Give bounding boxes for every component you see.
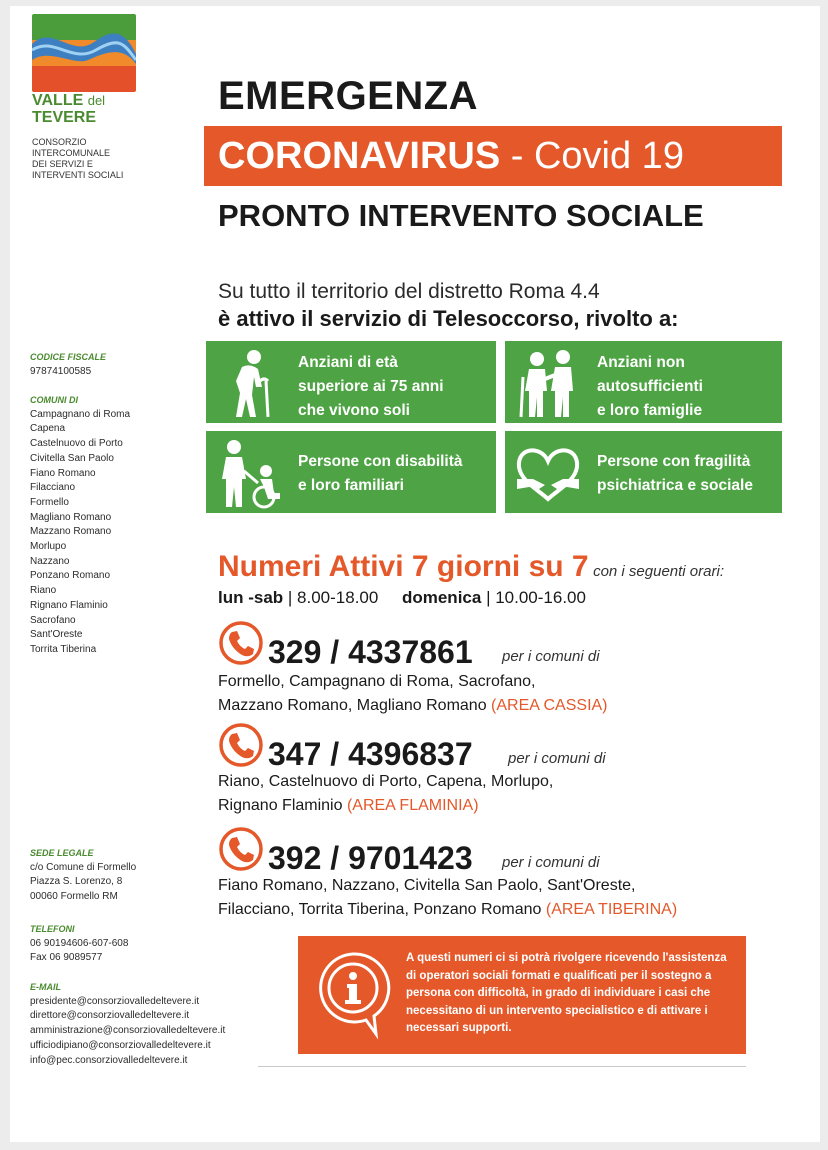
comune-item: Ponzano Romano bbox=[30, 570, 111, 582]
info-text: A questi numeri ci si potrà rivolgere ricevendo l'assistenza di operatori sociali formati e qualificati per il sostegno a persona con difficoltà, in grado di individuare i casi che necessitano di un intervento specialistico e di attivare i necessari supporti. bbox=[406, 952, 727, 1034]
target-line: e loro familiari bbox=[298, 477, 404, 494]
target-box-elderly-alone bbox=[206, 341, 496, 423]
emergenza-heading: EMERGENZA bbox=[218, 74, 479, 118]
target-box-elderly-dependent bbox=[505, 341, 782, 423]
sede-line: 00060 Formello RM bbox=[30, 891, 118, 903]
email-list bbox=[30, 995, 226, 1069]
info-icon bbox=[314, 950, 392, 1040]
comune-item: Civitella San Paolo bbox=[30, 452, 114, 464]
comune-item: Morlupo bbox=[30, 541, 67, 553]
email-link[interactable]: amministrazione@consorziovalledeltevere.it bbox=[30, 1025, 226, 1037]
towns-line: Filacciano, Torrita Tiberina, Ponzano Romano bbox=[218, 901, 546, 918]
phone-number[interactable]: 329 / 4337861 bbox=[268, 634, 473, 670]
phone-note: per i comuni di bbox=[508, 750, 606, 767]
target-line: autosufficienti bbox=[597, 378, 703, 395]
area-label: (AREA TIBERINA) bbox=[545, 901, 678, 918]
comune-item: Nazzano bbox=[30, 555, 70, 567]
email-block bbox=[30, 980, 226, 1068]
towns-line: Mazzano Romano, Magliano Romano bbox=[218, 697, 492, 714]
pronto-intervento-heading: PRONTO INTERVENTO SOCIALE bbox=[218, 198, 704, 233]
intro-line-1: Su tutto il territorio del distretto Roma 4.4 bbox=[218, 280, 600, 303]
area-label: (AREA CASSIA) bbox=[491, 697, 608, 714]
target-line: Anziani di età bbox=[298, 354, 398, 371]
coronavirus-banner bbox=[204, 126, 782, 186]
codice-fiscale-value: 97874100585 bbox=[30, 365, 92, 377]
target-box-psychiatric bbox=[505, 431, 782, 513]
email-link[interactable]: presidente@consorziovalledeltevere.it bbox=[30, 995, 200, 1007]
phone-number[interactable]: 347 / 4396837 bbox=[268, 736, 473, 772]
towns-line: Rignano Flaminio bbox=[218, 797, 347, 814]
target-line: psichiatrica e sociale bbox=[597, 477, 753, 494]
target-line: e loro famiglie bbox=[597, 402, 703, 419]
weekday-hours: | 8.00-18.00 bbox=[287, 588, 379, 607]
target-line: Persone con disabilità bbox=[298, 453, 463, 470]
codice-fiscale-label: CODICE FISCALE bbox=[30, 352, 107, 362]
comuni-block bbox=[30, 393, 220, 658]
phone-note: per i comuni di bbox=[502, 648, 600, 665]
target-line: che vivono soli bbox=[298, 402, 410, 419]
phone-icon bbox=[218, 620, 264, 666]
comune-item: Filacciano bbox=[30, 482, 76, 494]
info-box bbox=[298, 936, 746, 1054]
target-line: Anziani non bbox=[597, 354, 685, 371]
sede-line: Piazza S. Lorenzo, 8 bbox=[30, 876, 123, 888]
area-label: (AREA FLAMINIA) bbox=[346, 797, 479, 814]
comune-item: Riano bbox=[30, 585, 57, 597]
phone-towns bbox=[218, 670, 608, 718]
telefoni-label: TELEFONI bbox=[30, 924, 75, 934]
intro-line-2: è attivo il servizio di Telesoccorso, rivolto a: bbox=[218, 306, 679, 331]
email-link[interactable]: ufficiodipiano@consorziovalledeltevere.it bbox=[30, 1039, 211, 1051]
towns-line: Fiano Romano, Nazzano, Civitella San Paolo, Sant'Oreste, bbox=[218, 877, 636, 894]
phone-icon bbox=[218, 826, 264, 872]
comune-item: Campagnano di Roma bbox=[30, 408, 131, 420]
numbers-title-note: con i seguenti orari: bbox=[593, 563, 724, 580]
phone-number[interactable]: 392 / 9701423 bbox=[268, 840, 473, 876]
target-line: superiore ai 75 anni bbox=[298, 378, 444, 395]
sede-legale-label: SEDE LEGALE bbox=[30, 848, 94, 858]
codice-fiscale-block bbox=[30, 350, 220, 379]
fax-line: Fax 06 9089577 bbox=[30, 952, 103, 964]
numbers-title bbox=[218, 550, 724, 584]
divider bbox=[258, 1066, 746, 1067]
sede-line: c/o Comune di Formello bbox=[30, 861, 137, 873]
phone-towns bbox=[218, 770, 553, 818]
email-link[interactable]: direttore@consorziovalledeltevere.it bbox=[30, 1010, 190, 1022]
phone-towns bbox=[218, 874, 677, 922]
comune-item: Sant'Oreste bbox=[30, 629, 83, 641]
elderly-assisted-icon bbox=[515, 347, 581, 419]
comune-item: Capena bbox=[30, 423, 66, 435]
sede-legale-block bbox=[30, 846, 220, 905]
comuni-label: COMUNI DI bbox=[30, 395, 78, 405]
comune-item: Magliano Romano bbox=[30, 511, 112, 523]
email-link[interactable]: info@pec.consorziovalledeltevere.it bbox=[30, 1054, 188, 1066]
wheelchair-icon bbox=[216, 435, 288, 509]
comune-item: Sacrofano bbox=[30, 614, 76, 626]
logo-name: VALLE del TEVERE bbox=[32, 92, 106, 126]
banner-bold: CORONAVIRUS bbox=[218, 135, 501, 177]
phone-note: per i comuni di bbox=[502, 854, 600, 871]
valle-del-tevere-logo bbox=[32, 14, 136, 92]
telefono-line: 06 90194606-607-608 bbox=[30, 937, 129, 949]
target-line: Persone con fragilità bbox=[597, 453, 751, 470]
comuni-list bbox=[30, 408, 220, 658]
banner-light: - Covid 19 bbox=[500, 135, 684, 177]
email-label: E-MAIL bbox=[30, 982, 61, 992]
towns-line: Formello, Campagnano di Roma, Sacrofano, bbox=[218, 673, 536, 690]
comune-item: Fiano Romano bbox=[30, 467, 96, 479]
weekday-label: lun -sab bbox=[218, 588, 284, 607]
sunday-hours: | 10.00-16.00 bbox=[486, 588, 586, 607]
comune-item: Rignano Flaminio bbox=[30, 599, 108, 611]
target-box-disability bbox=[206, 431, 496, 513]
sunday-label: domenica bbox=[401, 588, 482, 607]
phone-icon bbox=[218, 722, 264, 768]
towns-line: Riano, Castelnuovo di Porto, Capena, Morlupo, bbox=[218, 773, 554, 790]
elderly-cane-icon bbox=[220, 347, 280, 419]
comune-item: Formello bbox=[30, 496, 69, 508]
comune-item: Mazzano Romano bbox=[30, 526, 112, 538]
comune-item: Torrita Tiberina bbox=[30, 643, 97, 655]
logo-subtitle: CONSORZIO INTERCOMUNALE DEI SERVIZI E INTERVENTI SOCIALI bbox=[32, 137, 124, 180]
telefoni-block bbox=[30, 922, 220, 966]
heart-hands-icon bbox=[513, 439, 583, 505]
comune-item: Castelnuovo di Porto bbox=[30, 438, 123, 450]
opening-hours bbox=[218, 588, 586, 608]
numbers-title-main: Numeri Attivi 7 giorni su 7 bbox=[218, 550, 589, 583]
